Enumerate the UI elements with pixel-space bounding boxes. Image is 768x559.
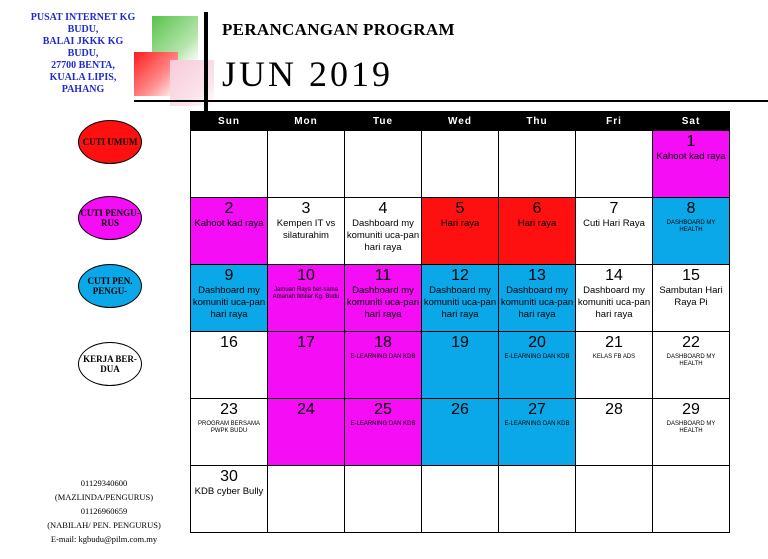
org-line: KUALA LIPIS, [49,72,117,83]
calendar-empty-cell [422,131,499,198]
day-event: DASHBOARD MY HEALTH [666,421,716,434]
calendar-day-cell [268,265,345,332]
calendar-day-cell [191,198,268,265]
org-line: 27700 BENTA, [51,60,115,71]
day-event: E-LEARNING DAN KDB [504,354,570,360]
weekday-tue: Tue [345,112,422,131]
day-event: Hari raya [517,218,557,229]
day-number: 6 [532,200,542,217]
day-number: 16 [220,334,238,351]
month-heading: JUN 2019 [222,54,394,94]
calendar-empty-cell [345,131,422,198]
day-number: 19 [451,334,469,351]
day-number: 22 [682,334,700,351]
org-line: BUDU, [67,24,99,35]
calendar-day-cell [191,399,268,466]
calendar-day-cell [499,399,576,466]
legend-label: CUTI PENGU-RUS [80,208,140,228]
calendar-empty-cell [268,131,345,198]
day-number: 7 [609,200,619,217]
calendar-empty-cell [499,466,576,533]
day-number: 1 [686,133,696,150]
day-event: Sambutan Hari Raya Pi [659,285,723,308]
day-number: 20 [528,334,546,351]
legend-label: CUTI UMUM [82,137,138,147]
weekday-sun: Sun [191,112,268,131]
day-number: 10 [297,267,315,284]
day-event: Dashboard my komuniti uca-pan hari raya [192,285,266,320]
calendar-week-row [191,198,730,265]
day-event: E-LEARNING DAN KDB [504,421,570,427]
day-number: 5 [455,200,465,217]
calendar-week-row [191,265,730,332]
calendar-empty-cell [268,466,345,533]
calendar-empty-cell [576,131,653,198]
day-number: 9 [224,267,234,284]
calendar-day-cell [268,332,345,399]
day-number: 4 [378,200,388,217]
day-number: 23 [220,401,238,418]
calendar-empty-cell [499,131,576,198]
weekday-fri: Fri [576,112,653,131]
calendar-empty-cell [653,466,730,533]
calendar-empty-cell [576,466,653,533]
day-event: Dashboard my komuniti uca-pan hari raya [577,285,651,320]
legend-label: CUTI PEN. PENGU- [87,276,133,296]
contact-name-assistant: (NABILAH/ PEN. PENGURUS) [47,520,161,530]
legend-cuti-pengurus [78,196,142,240]
day-number: 8 [686,200,696,217]
calendar-day-cell [191,332,268,399]
day-event: Jamuan Raya ber-sama Amanah Ikhtiar Kg. Budu [272,287,340,300]
calendar-empty-cell [191,131,268,198]
day-event: Cuti Hari Raya [583,218,645,229]
calendar-day-cell [345,399,422,466]
calendar-day-cell [191,265,268,332]
contact-info [20,476,188,546]
day-number: 24 [297,401,315,418]
weekday-wed: Wed [422,112,499,131]
calendar-day-cell [268,198,345,265]
day-number: 27 [528,401,546,418]
day-event: KDB cyber Bully [194,486,264,497]
calendar-day-cell [576,399,653,466]
day-event: Kahoot kad raya [194,218,264,229]
calendar-day-cell [422,332,499,399]
org-line: BUDU, [67,48,99,59]
contact-name-manager: (MAZLINDA/PENGURUS) [54,492,154,502]
calendar-day-cell [653,198,730,265]
day-number: 26 [451,401,469,418]
day-number: 13 [528,267,546,284]
header-vertical-rule [204,12,208,114]
calendar-day-cell [345,265,422,332]
day-number: 3 [301,200,311,217]
calendar-week-row [191,399,730,466]
day-event: PROGRAM BERSAMA PWPK BUDU [197,421,260,434]
day-number: 12 [451,267,469,284]
day-event: DASHBOARD MY HEALTH [666,354,716,367]
day-number: 17 [297,334,315,351]
day-number: 25 [374,401,392,418]
calendar-day-cell [653,131,730,198]
calendar-day-cell [499,265,576,332]
legend-cuti-umum [78,120,142,164]
org-line: BALAI JKKK KG [42,36,124,47]
day-number: 2 [224,200,234,217]
weekday-header-row [191,112,730,131]
org-line: PUSAT INTERNET KG [30,12,136,23]
day-event: Kahoot kad raya [656,151,726,162]
calendar-day-cell [576,332,653,399]
legend-label: KERJA BER-DUA [83,354,137,374]
calendar-day-cell [422,265,499,332]
day-event: E-LEARNING DAN KDB [350,354,416,360]
calendar-week-row [191,466,730,533]
calendar-week-row [191,131,730,198]
calendar-empty-cell [422,466,499,533]
contact-phone-assistant: 01126960659 [80,506,128,516]
day-event: Dashboard my komuniti uca-pan hari raya [500,285,574,320]
page-title: PERANCANGAN PROGRAM [222,20,455,39]
org-line: PAHANG [61,84,105,95]
calendar-day-cell [576,265,653,332]
calendar-day-cell [345,332,422,399]
calendar-day-cell [422,399,499,466]
day-event: E-LEARNING DAN KDB [350,421,416,427]
weekday-mon: Mon [268,112,345,131]
organisation-address [8,12,158,96]
calendar-day-cell [499,198,576,265]
calendar-day-cell [576,198,653,265]
day-number: 14 [605,267,623,284]
calendar-day-cell [653,399,730,466]
header-horizontal-rule [134,100,768,102]
weekday-thu: Thu [499,112,576,131]
calendar-day-cell [653,265,730,332]
calendar-day-cell [422,198,499,265]
day-event: Hari raya [440,218,480,229]
day-event: DASHBOARD MY HEALTH [666,220,716,233]
day-event: Dashboard my komuniti uca-pan hari raya [346,218,420,253]
calendar-empty-cell [345,466,422,533]
day-number: 30 [220,468,238,485]
calendar-day-cell [345,198,422,265]
day-number: 18 [374,334,392,351]
day-number: 28 [605,401,623,418]
day-event: KELAS FB ADS [592,354,636,360]
contact-email: E-mail: kgbudu@pilm.com.my [50,534,158,544]
weekday-sat: Sat [653,112,730,131]
day-number: 29 [682,401,700,418]
day-number: 11 [374,267,392,284]
calendar-day-cell [268,399,345,466]
day-event: Kempen IT vs silaturahim [276,218,336,241]
calendar-day-cell [191,466,268,533]
day-number: 21 [605,334,623,351]
calendar-grid [190,111,730,533]
contact-phone-manager: 01129340600 [80,478,128,488]
day-event: Dashboard my komuniti uca-pan hari raya [346,285,420,320]
day-event: Dashboard my komuniti uca-pan hari raya [423,285,497,320]
calendar-day-cell [653,332,730,399]
legend-cuti-pen-pengurus [78,264,142,308]
legend-kerja-berdua [78,342,142,386]
calendar-week-row [191,332,730,399]
day-number: 15 [682,267,700,284]
calendar-day-cell [499,332,576,399]
